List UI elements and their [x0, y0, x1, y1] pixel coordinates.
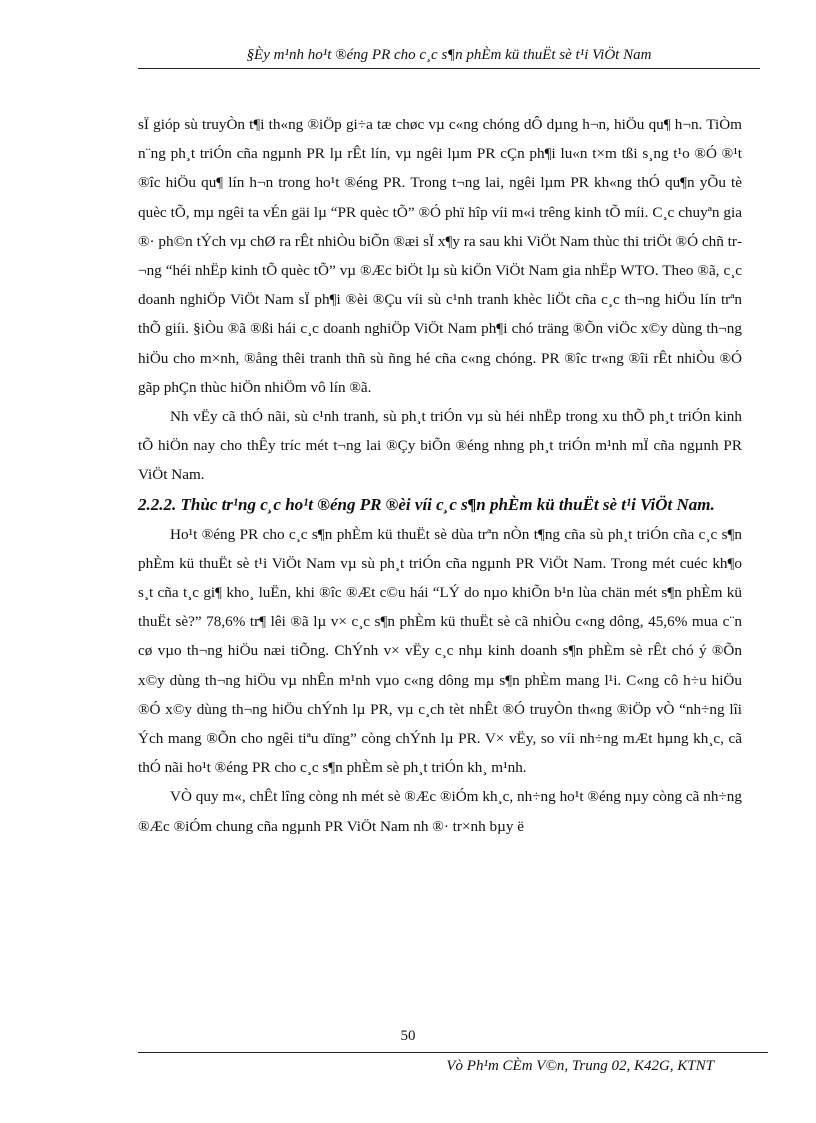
paragraph-1: sÏ gióp sù truyÒn t¶i th«ng ®iÖp gi÷a tæ chøc vµ c«ng chóng dÔ dµng h¬n, hiÖu qu¶ h¬n. TiÒm n¨ng ph¸t triÓn cña ngµnh PR lµ rÊt lín, vµ ngêi lµm PR cÇn ph¶i lu«n t×m tßi s¸ng t¹o ®Ó ®¹t ®îc hiÖu qu¶ lín h¬n trong ho¹t ®éng PR. Trong t¬ng lai, ngêi lµm PR kh«ng thÓ qu¶n yÕu tè quèc tÕ, mµ ngêi ta vÉn gäi lµ “PR quèc tÕ” ®Ó phï hîp víi m«i trêng kinh tÕ míi. C¸c chuyªn gia ®· ph©n tÝch vµ chØ ra rÊt nhiÒu biÕn ®æi sÏ x¶y ra sau khi ViÖt Nam thùc thi triÖt ®Ó chñ tr¬ng “héi nhËp kinh tÕ quèc tÕ” vµ ®Æc biÖt lµ sù kiÖn ViÖt Nam gia nhËp WTO. Theo ®ã, c¸c doanh nghiÖp ViÖt Nam sÏ ph¶i ®èi ®Çu víi sù c¹nh tranh khèc liÖt cña c¸c th¬ng hiÖu lín trªn thÕ giíi. §iÒu ®ã ®ßi hái c¸c doanh nghiÖp ViÖt Nam ph¶i chó träng ®Õn viÖc x©y dùng th¬ng hiÖu cho m×nh, ®ång thêi tranh thñ sù ñng hé cña c«ng chóng. PR ®îc tr«ng ®îi rÊt nhiÒu ®Ó gãp phÇn thùc hiÖn nhiÖm vô lín ®ã.: [138, 116, 742, 396]
footer-author: Vò Ph¹m CÈm V©n, Trung 02, K42G, KTNT: [446, 1058, 714, 1074]
main-content: [138, 110, 742, 841]
section-heading: 2.2.2. Thùc tr¹ng c¸c ho¹t ®éng PR ®èi víi c¸c s¶n phÈm kü thuËt sè t¹i ViÖt Nam.: [138, 494, 715, 514]
running-header: §Èy m¹nh ho¹t ®éng PR cho c¸c s¶n phÈm kü thuËt sè t¹i ViÖt Nam: [246, 47, 652, 63]
page-number: 50: [400, 1028, 416, 1044]
paragraph-2: Nh vËy cã thÓ nãi, sù c¹nh tranh, sù ph¸t triÓn vµ sù héi nhËp trong xu thÕ ph¸t triÓn kinh tÕ hiÖn nay cho thÊy tríc mét t¬ng lai ®Çy biÕn ®éng nhng ph¸t triÓn m¹nh mÏ cña ngµnh PR ViÖt Nam.: [138, 408, 742, 484]
paragraph-3: Ho¹t ®éng PR cho c¸c s¶n phÈm kü thuËt sè dùa trªn nÒn t¶ng cña sù ph¸t triÓn cña c¸c s¶n phÈm kü thuËt sè t¹i ViÖt Nam vµ sù ph¸t triÓn cña ngµnh PR ViÖt Nam. Trong mét cuéc kh¶o s¸t cña t¸c gi¶ kho¸ luËn, khi ®îc ®Æt c©u hái “LÝ do nµo khiÕn b¹n lùa chän mét s¶n phÈm kü thuËt sè?” 78,6% tr¶ lêi ®ã lµ v× c¸c s¶n phÈm kü thuËt sè cã nhiÒu c«ng dông, 45,6% mua c¨n cø vµo th¬ng hiÖu næi tiÕng. ChÝnh v× vËy c¸c nhµ kinh doanh s¶n phÈm sè rÊt chó ý ®Õn x©y dùng th¬ng hiÖu vµ nhÊn m¹nh vµo c«ng dông mµ s¶n phÈm mang l¹i. C«ng cô h÷u hiÖu ®Ó x©y dùng th¬ng hiÖu chÝnh lµ PR, vµ c¸ch tèt nhÊt ®Ó truyÒn th«ng ®iÖp vÒ “nh÷ng lîi Ých mang ®Õn cho ngêi tiªu dïng” còng chÝnh lµ PR. V× vËy, so víi nh÷ng mÆt hµng kh¸c, cã thÓ nãi ho¹t ®éng PR cho c¸c s¶n phÈm sè ph¸t triÓn kh¸ m¹nh.: [138, 525, 742, 777]
paragraph-4: VÒ quy m«, chÊt lîng còng nh mét sè ®Æc ®iÓm kh¸c, nh÷ng ho¹t ®éng nµy còng cã nh÷ng ®Æc ®iÓm chung cña ngµnh PR ViÖt Nam nh ®· tr×nh bµy ë: [138, 788, 742, 835]
header-divider: [138, 68, 760, 69]
footer-divider: [138, 1052, 768, 1053]
